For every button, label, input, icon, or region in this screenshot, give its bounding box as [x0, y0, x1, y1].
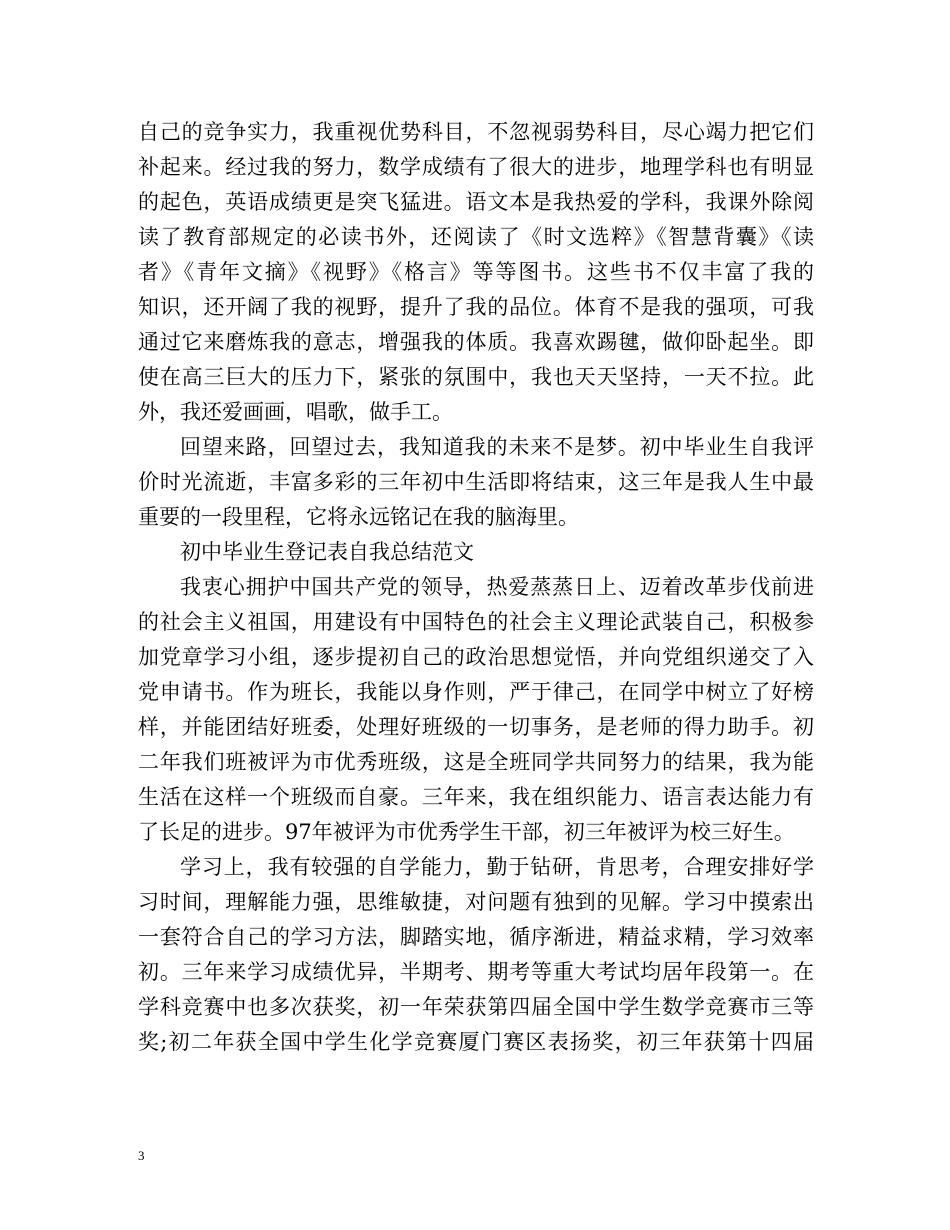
text-line: 知识，还开阔了我的视野，提升了我的品位。体育不是我的强项，可我: [138, 295, 814, 319]
text-line: 习时间，理解能力强，思维敏捷，对问题有独到的见解。学习中摸索出: [138, 890, 814, 914]
text-line: 通过它来磨炼我的意志，增强我的体质。我喜欢踢毽，做仰卧起坐。即: [138, 330, 814, 354]
text-line: 的起色，英语成绩更是突飞猛进。语文本是我热爱的学科，我课外除阅: [138, 190, 814, 214]
text-line: 外，我还爱画画，唱歌，做手工。: [138, 400, 453, 424]
text-line: 了长足的进步。97年被评为市优秀学生干部，初三年被评为校三好生。: [138, 820, 795, 844]
text-line: 学习上，我有较强的自学能力，勤于钻研，肯思考，合理安排好学: [180, 855, 814, 879]
text-line: 自己的竞争实力，我重视优势科目，不忽视弱势科目，尽心竭力把它们: [138, 120, 814, 144]
text-line: 的社会主义祖国，用建设有中国特色的社会主义理论武装自己，积极参: [138, 610, 814, 634]
body-text: [138, 115, 814, 1060]
page-number: 3: [138, 1148, 145, 1163]
text-line: 加党章学习小组，逐步提初自己的政治思想觉悟，并向党组织递交了入: [138, 645, 814, 669]
text-line: 生活在这样一个班级而自豪。三年来，我在组织能力、语言表达能力有: [138, 785, 814, 809]
text-line: 价时光流逝，丰富多彩的三年初中生活即将结束，这三年是我人生中最: [138, 470, 814, 494]
text-line: 党申请书。作为班长，我能以身作则，严于律己，在同学中树立了好榜: [138, 680, 814, 704]
text-line: 补起来。经过我的努力，数学成绩有了很大的进步，地理学科也有明显: [138, 155, 814, 179]
text-line: 我衷心拥护中国共产党的领导，热爱蒸蒸日上、迈着改革步伐前进: [180, 575, 814, 599]
text-line: 者》《青年文摘》《视野》《格言》等等图书。这些书不仅丰富了我的: [138, 260, 814, 284]
text-line: 使在高三巨大的压力下，紧张的氛围中，我也天天坚持，一天不拉。此: [138, 365, 814, 389]
text-line: 一套符合自己的学习方法，脚踏实地，循序渐进，精益求精，学习效率: [138, 925, 814, 949]
text-line: 初。三年来学习成绩优异，半期考、期考等重大考试均居年段第一。在: [138, 960, 814, 984]
text-line: 样，并能团结好班委，处理好班级的一切事务，是老师的得力助手。初: [138, 715, 814, 739]
text-line: 二年我们班被评为市优秀班级，这是全班同学共同努力的结果，我为能: [138, 750, 814, 774]
text-line: 回望来路，回望过去，我知道我的未来不是梦。初中毕业生自我评: [180, 435, 814, 459]
text-line: 学科竞赛中也多次获奖，初一年荣获第四届全国中学生数学竞赛市三等: [138, 995, 814, 1019]
text-line: 奖;初二年获全国中学生化学竞赛厦门赛区表扬奖，初三年获第十四届: [138, 1030, 814, 1054]
text-line: 重要的一段里程，它将永远铭记在我的脑海里。: [138, 505, 579, 529]
text-line: 读了教育部规定的必读书外，还阅读了《时文选粹》《智慧背囊》《读: [138, 225, 814, 249]
section-heading: 初中毕业生登记表自我总结范文: [180, 540, 474, 564]
